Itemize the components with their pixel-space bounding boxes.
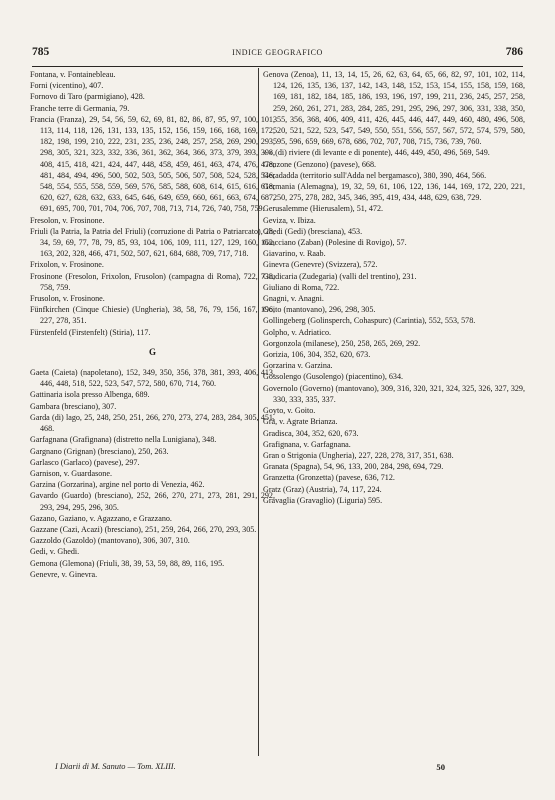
index-entry: Gorizia, 106, 304, 352, 620, 673. bbox=[263, 350, 371, 360]
index-entry: Gazano, Gaziano, v. Agazzano, e Grazzano. bbox=[30, 513, 172, 523]
index-entry: Governolo (Governo) (mantovano), 309, 316, 320, 321, 324, 325, 326, 327, 329, 330, 333, 335, 337. bbox=[263, 383, 525, 404]
index-entry: Geviza, v. Ibiza. bbox=[263, 215, 316, 225]
page-header bbox=[32, 46, 523, 62]
index-entry: Garlasco (Garlaco) (pavese), 297. bbox=[30, 457, 140, 467]
index-entry: Francia (Franza), 29, 54, 56, 59, 62, 69, 81, 82, 86, 87, 95, 97, 100, 101, 113, 114, 118, 126, 131, 133, 135, 152, 156, 159, 166, 168, 169, 172, 182, 198, 199, 210, 222, 231, 235, 236, 248, 257, 258, 269, 290, 293, 298, 305, 321, 323, 332, 336, 361, 362, 364, 366, 373, 379, 393, 398, 408, 415, 418, 421, 424, 447, 448, 458, 459, 461, 463, 474, 476, 478, 481, 484, 494, 496, 500, 502, 503, 505, 506, 507, 508, 524, 528, 546, 548, 554, 555, 558, 559, 569, 576, 585, 588, 608, 614, 615, 616, 618, 620, 627, 628, 632, 633, 645, 646, 649, 659, 660, 661, 663, 674, 687, 691, 695, 700, 701, 704, 706, 707, 708, 713, 714, 726, 740, 758, 759. bbox=[30, 114, 275, 214]
index-entry: Gargnano (Grignan) (bresciano), 250, 263. bbox=[30, 446, 169, 456]
index-entry: Gazzane (Cazi, Acazi) (bresciano), 251, 259, 264, 266, 270, 293, 305. bbox=[30, 524, 257, 534]
index-entry: Garnison, v. Guardasone. bbox=[30, 468, 112, 478]
index-entry: Geradadda (territorio sull'Adda nel bergamasco), 380, 390, 464, 566. bbox=[263, 170, 487, 180]
index-entry: Gorzarina v. Garzina. bbox=[263, 361, 333, 371]
left-column bbox=[30, 69, 275, 580]
running-title: INDICE GEOGRAFICO bbox=[232, 48, 323, 57]
index-entry: Gazzoldo (Gazoldo) (mantovano), 306, 307, 310. bbox=[30, 536, 190, 546]
index-entry: Giavarino, v. Raab. bbox=[263, 249, 326, 259]
index-entry: Gedi, v. Ghedi. bbox=[30, 547, 80, 557]
index-entry: Gattinaria isola presso Albenga, 689. bbox=[30, 390, 150, 400]
index-entry: Gnagni, v. Anagni. bbox=[263, 294, 324, 304]
index-entry: Genevre, v. Ginevra. bbox=[30, 569, 98, 579]
index-entry: Golpho, v. Adriatico. bbox=[263, 327, 332, 337]
index-entry: Goyto, v. Goito. bbox=[263, 406, 316, 416]
index-entry: Forni (vicentino), 407. bbox=[30, 81, 104, 91]
index-entry: Gollingeberg (Golinsperch, Cohaspurc) (Carintia), 552, 553, 578. bbox=[263, 316, 476, 326]
index-entry: Goito (mantovano), 296, 298, 305. bbox=[263, 305, 376, 315]
index-entry: Gradisca, 304, 352, 620, 673. bbox=[263, 428, 359, 438]
index-entry: Garda (di) lago, 25, 248, 250, 251, 266, 270, 273, 274, 283, 284, 305, 451, 468. bbox=[30, 412, 275, 434]
index-entry: Gerusalemme (Hierusalem), 51, 472. bbox=[263, 204, 384, 214]
index-entry: Fürstenfeld (Firstenfelt) (Stiria), 117. bbox=[30, 327, 151, 337]
right-column bbox=[263, 69, 525, 506]
right-page-number: 786 bbox=[505, 46, 523, 58]
index-entry: Ghedi (Gedi) (bresciana), 453. bbox=[263, 226, 363, 236]
left-page-number: 785 bbox=[32, 46, 50, 58]
index-entry: Frusolon, v. Frosinone. bbox=[30, 294, 105, 304]
index-entry: Giudicaria (Zudegaria) (valli del trentino), 231. bbox=[263, 271, 417, 281]
index-entry: Franche terre di Germania, 79. bbox=[30, 103, 130, 113]
section-letter-heading: G bbox=[148, 346, 156, 357]
index-entry: Gravaglia (Gravaglio) (Liguria) 595. bbox=[263, 495, 383, 505]
column-divider bbox=[258, 68, 259, 756]
index-entry: Garzina (Gorzarina), argine nel porto di Venezia, 462. bbox=[30, 480, 205, 490]
header-rule bbox=[32, 66, 523, 67]
index-entry: Fresolon, v. Frosinone. bbox=[30, 215, 105, 225]
index-entry: Giuliano di Roma, 722. bbox=[263, 282, 340, 292]
index-entry: Grafignana, v. Garfagnana. bbox=[263, 439, 351, 449]
index-entry: Gaeta (Caieta) (napoletano), 152, 349, 350, 356, 378, 381, 393, 406, 413, 446, 448, 518, 522, 523, 547, 572, 580, 670, 714, 760. bbox=[30, 368, 275, 389]
index-entry: Gavardo (Guardo) (bresciano), 252, 266, 270, 271, 273, 281, 291, 292, 293, 294, 295, 296, 305. bbox=[30, 491, 275, 512]
index-entry: Genzone (Genzono) (pavese), 668. bbox=[263, 159, 377, 169]
index-entry: » » (di) riviere (di levante e di ponente), 446, 449, 450, 496, 569, 549. bbox=[263, 148, 490, 158]
index-entry: Gorgonzola (milanese), 250, 258, 265, 269, 292. bbox=[263, 338, 421, 348]
index-entry: Garfagnana (Grafignana) (distretto nella Lunigiana), 348. bbox=[30, 435, 217, 445]
signature-number: 50 bbox=[436, 762, 445, 772]
index-entry: Genova (Zenoa), 11, 13, 14, 15, 26, 62, 63, 64, 65, 66, 82, 97, 101, 102, 114, 124, 126, 135, 136, 137, 142, 143, 148, 152, 153, 154, 155, 158, 159, 168, 169, 181, 182, 184, 185, 186, 193, 196, 197, 199, 211, 236, 245, 257, 258, 259, 260, 261, 271, 283, 284, 285, 291, 295, 296, 297, 306, 331, 338, 350, 355, 356, 368, 406, 409, 411, 426, 445, 446, 447, 449, 460, 480, 496, 508, 520, 521, 522, 523, 547, 549, 550, 551, 556, 557, 567, 572, 574, 579, 580, 595, 596, 659, 669, 678, 686, 702, 707, 708, 715, 736, 739, 760. bbox=[263, 70, 525, 147]
footer-series-title: I Diarii di M. Sanuto — Tom. XLIII. bbox=[55, 762, 176, 771]
index-entry: Giacciano (Zaban) (Polesine di Rovigo), 57. bbox=[263, 238, 407, 248]
index-entry: Gemona (Glemona) (Friuli, 38, 39, 53, 59, 88, 89, 116, 195. bbox=[30, 558, 225, 568]
page-footer bbox=[30, 762, 523, 776]
index-entry: Frosinone (Fresolon, Frixolon, Frusolon) (campagna di Roma), 722, 738, 758, 759. bbox=[30, 271, 275, 292]
index-entry: Granata (Spagna), 54, 96, 133, 200, 284, 298, 694, 729. bbox=[263, 462, 444, 472]
index-entry: Gratz (Graz) (Austria), 74, 117, 224. bbox=[263, 484, 382, 494]
index-entry: Fünfkirchen (Cinque Chiesie) (Ungheria), 38, 58, 76, 79, 156, 167, 196, 227, 278, 351. bbox=[30, 305, 275, 326]
index-entry: Granzetta (Gronzetta) (pavese, 636, 712. bbox=[263, 473, 395, 483]
index-entry: Gambara (bresciano), 307. bbox=[30, 401, 117, 411]
index-entry: Fontana, v. Fontainebleau. bbox=[30, 70, 116, 79]
index-entry: Grà, v. Agrate Brianza. bbox=[263, 417, 338, 427]
index-entry: Germania (Alemagna), 19, 32, 59, 61, 106, 122, 136, 144, 169, 172, 220, 221, 250, 275, 278, 282, 345, 346, 395, 419, 434, 448, 629, 638, 729. bbox=[263, 182, 525, 203]
index-entry: Gran o Strigonia (Ungheria), 227, 228, 278, 317, 351, 638. bbox=[263, 450, 454, 460]
index-entry: Fornovo di Taro (parmigiano), 428. bbox=[30, 92, 145, 102]
index-entry: Friuli (la Patria, la Patria del Friuli) (corruzione di Patria o Patriarcato), 28, 34, 59, 69, 77, 78, 79, 85, 93, 104, 106, 109, 111, 127, 129, 160, 162, 163, 202, 328, 466, 471, 502, 507, 621, 684, 688, 709, 717, 718. bbox=[30, 226, 275, 259]
index-entry: Frixolon, v. Frosinone. bbox=[30, 260, 104, 270]
index-entry: Ginevra (Genevre) (Svizzera), 572. bbox=[263, 260, 378, 270]
index-entry: Gossolengo (Gusolengo) (piacentino), 634. bbox=[263, 372, 404, 382]
